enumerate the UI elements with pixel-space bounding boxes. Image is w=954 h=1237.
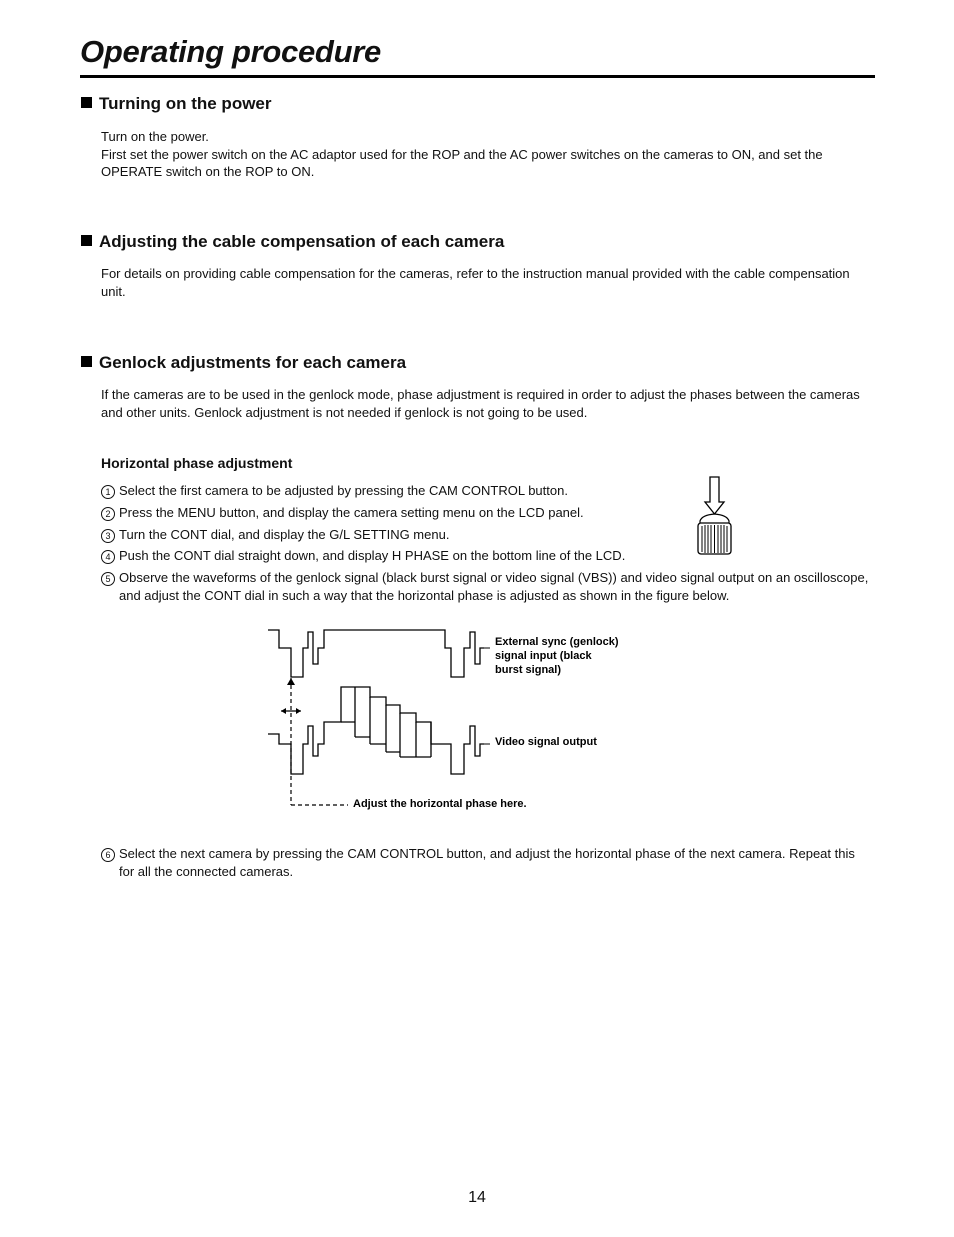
step-text: Push the CONT dial straight down, and display H PHASE on the bottom line of the LCD.	[119, 548, 626, 563]
sync-waveform	[268, 630, 484, 677]
step-number: 4	[101, 550, 115, 564]
page-title: Operating procedure	[80, 34, 381, 69]
power-line-1: Turn on the power.	[101, 129, 209, 144]
heading-genlock	[81, 353, 406, 373]
step-6	[101, 845, 873, 880]
heading-text: Genlock adjustments for each camera	[99, 353, 407, 372]
step-5	[101, 569, 873, 604]
label-adjust-phase: Adjust the horizontal phase here.	[353, 798, 527, 810]
step-text: Press the MENU button, and display the camera setting menu on the LCD panel.	[119, 505, 584, 520]
square-bullet-icon	[81, 356, 92, 367]
genlock-text: If the cameras are to be used in the genlock mode, phase adjustment is required in order to adjust the phases between the cameras and other units. Genlock adjustment is not needed if genlock is not going to be used.	[101, 387, 860, 420]
waveform-figure	[262, 622, 662, 817]
step-number: 1	[101, 485, 115, 499]
video-waveform	[268, 687, 484, 774]
step-text: Select the first camera to be adjusted by pressing the CAM CONTROL button.	[119, 483, 568, 498]
step-2	[101, 504, 681, 522]
power-text	[101, 128, 866, 181]
step-text: Select the next camera by pressing the CAM CONTROL button, and adjust the horizontal phase of the next camera. Repeat this for all the connected cameras.	[119, 846, 855, 879]
step-text: Turn the CONT dial, and display the G/L SETTING menu.	[119, 527, 450, 542]
square-bullet-icon	[81, 97, 92, 108]
heading-cable-compensation	[81, 232, 504, 252]
cable-text: For details on providing cable compensation for the cameras, refer to the instruction manual provided with the cable compensation unit.	[101, 266, 850, 299]
square-bullet-icon	[81, 235, 92, 246]
step-number: 3	[101, 529, 115, 543]
label-video-output: Video signal output	[495, 736, 597, 748]
label-sync-line-2: signal input (black	[495, 650, 592, 662]
step-4	[101, 547, 681, 565]
power-line-2: First set the power switch on the AC adaptor used for the ROP and the AC power switches on the cameras to ON, and set the OPERATE switch on the ROP to ON.	[101, 146, 823, 179]
step-number: 5	[101, 572, 115, 586]
title-rule	[80, 75, 875, 78]
heading-turning-on-power	[81, 94, 272, 114]
heading-text: Adjusting the cable compensation of each camera	[99, 232, 505, 251]
subheading-horizontal-phase: Horizontal phase adjustment	[101, 455, 293, 471]
label-sync-line-3: burst signal)	[495, 664, 562, 676]
step-1	[101, 482, 681, 500]
step-3	[101, 526, 681, 544]
step-number: 6	[101, 848, 115, 862]
heading-text: Turning on the power	[99, 94, 272, 113]
dial-push-icon	[690, 474, 740, 560]
page-number: 14	[468, 1189, 486, 1206]
step-text: Observe the waveforms of the genlock signal (black burst signal or video signal (VBS)) and video signal output on an oscilloscope, and adjust the CONT dial in such a way that the horizontal phase is adjusted as shown in the figure below.	[119, 570, 869, 603]
label-sync-line-1: External sync (genlock)	[495, 636, 619, 648]
step-number: 2	[101, 507, 115, 521]
